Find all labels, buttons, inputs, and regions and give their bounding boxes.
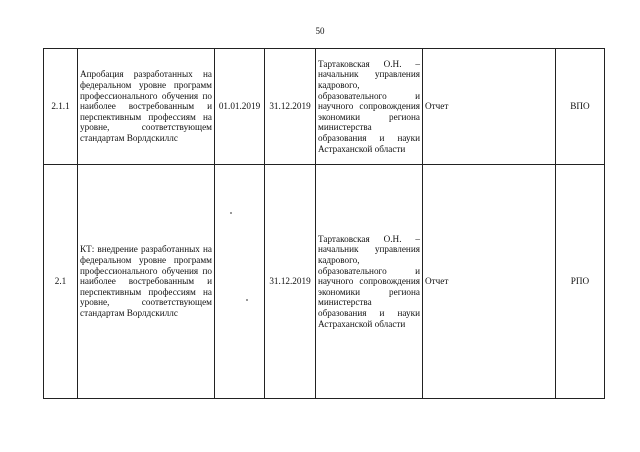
row-number: 2.1 <box>44 165 78 399</box>
table-row <box>44 165 605 399</box>
start-date: 01.01.2019 <box>215 49 265 165</box>
responsible-person: Тартаковская О.Н. – начальник управления кадрового, образовательного и научного сопровождения экономики региона министерства образования и науки Астраханской области <box>316 49 423 165</box>
responsible-person: Тартаковская О.Н. – начальник управления кадрового, образовательного и научного сопровождения экономики региона министерства образования и науки Астраханской области <box>316 165 423 399</box>
end-date: 31.12.2019 <box>265 49 316 165</box>
event-text: Апробация разработанных на федеральном уровне программ профессионального обучения по наиболее востребованным и перспективным профессиям на уровне, соответствующем стандартам Ворлдскиллс <box>78 49 215 165</box>
row-number: 2.1.1 <box>44 49 78 165</box>
scan-speck <box>230 212 232 214</box>
event-text: КТ: внедрение разработанных на федеральном уровне программ профессионального обучения по наиболее востребованным и перспективным профессиям на уровне, соответствующем стандартам Ворлдскиллс <box>78 165 215 399</box>
scan-speck <box>246 299 248 301</box>
table-row <box>44 49 605 165</box>
level-code: РПО <box>556 165 605 399</box>
level-code: ВПО <box>556 49 605 165</box>
end-date: 31.12.2019 <box>265 165 316 399</box>
page-number: 50 <box>315 26 325 36</box>
result-document: Отчет <box>423 165 556 399</box>
plan-table <box>43 48 605 399</box>
start-date <box>215 165 265 399</box>
result-document: Отчет <box>423 49 556 165</box>
